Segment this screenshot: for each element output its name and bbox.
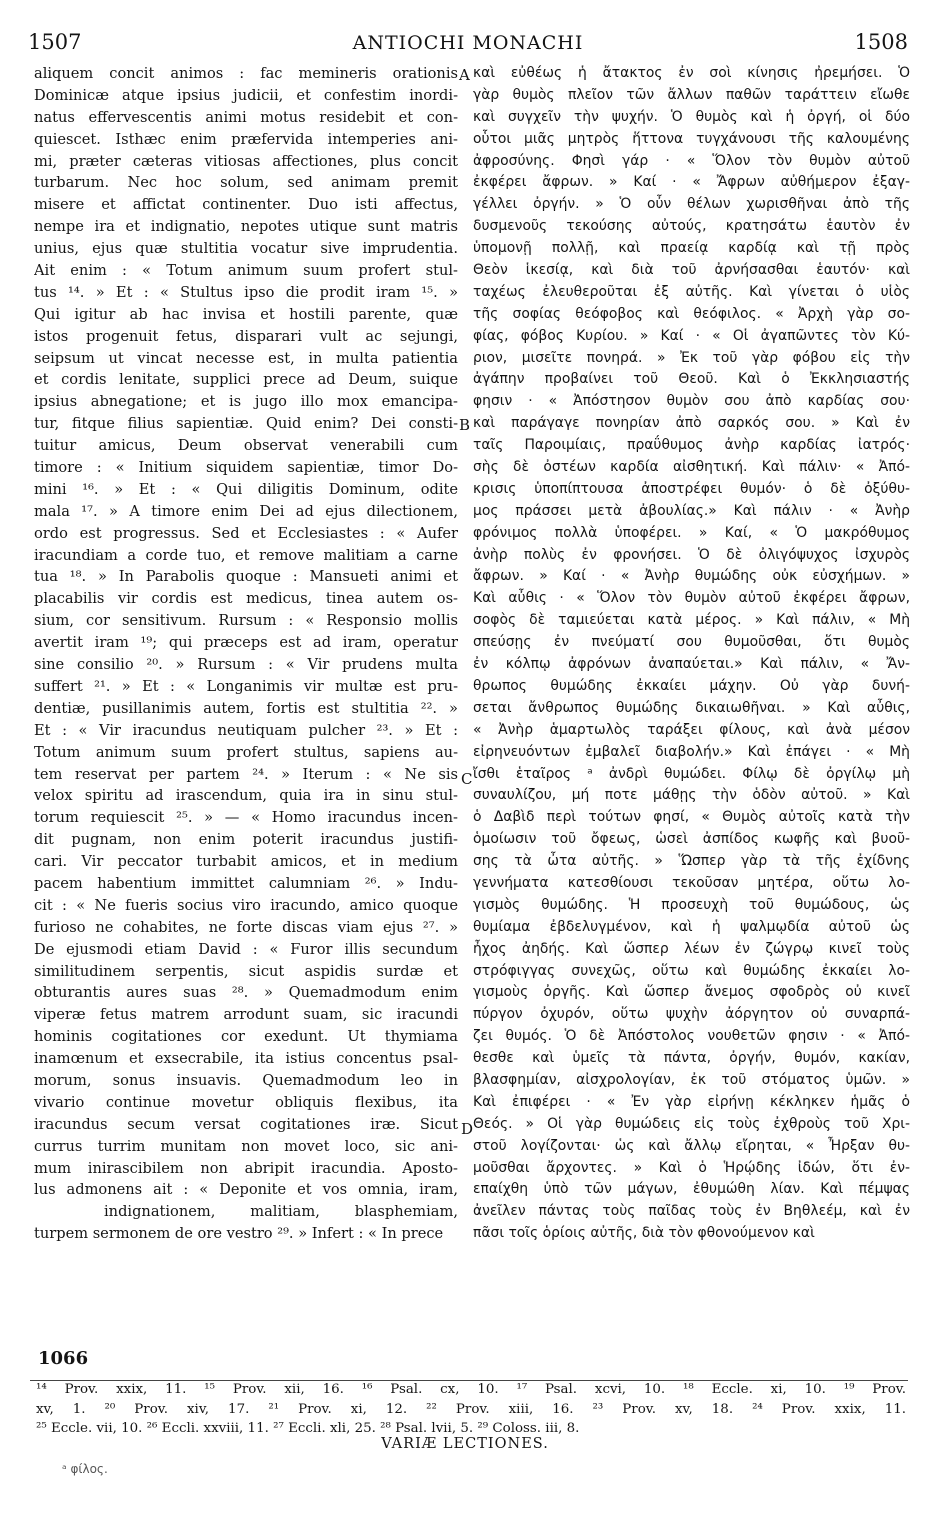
greek-text-line: Καὶ αὖθις · « Ὅλον τὸν θυμὸν αὐτοῦ ἐκφέρει ἄφρων, [473, 590, 910, 607]
greek-text-line: ὁ Δαβὶδ περὶ τούτων φησί, « Θυμὸς αὐτοῖς κατὰ τὴν [473, 809, 910, 826]
greek-text-line: σεται ἄνθρωπος θυμώδης δικαιωθῆναι. » Καὶ αὖθις, [473, 699, 910, 716]
latin-text-line: unius, ejus quæ stultitia vocatur sive imprudentia. [34, 240, 458, 258]
latin-text-line: nempe ira et indignatio, nepotes utique sunt matris [34, 218, 458, 236]
page-number-left: 1507 [28, 30, 82, 54]
greek-text-line: « Ἀνὴρ ἁμαρτωλὸς ταράξει φίλους, καὶ ἀνὰ μέσον [473, 721, 910, 738]
latin-text-line: aliquem concit animos : fac memineris orationis [34, 65, 458, 82]
latin-text-line: Qui igitur ab hac invisa et hostili parente, quæ [34, 305, 458, 323]
greek-text-line: σὴς δὲ ὀστέων καρδία αἰσθητική. Καὶ πάλιν· « Ἀπό- [473, 459, 910, 476]
latin-text-line: tua ¹⁸. » In Parabolis quoque : Mansueti animi et [34, 568, 458, 586]
greek-text-line: γισμοὺς ὀργῆς. Καὶ ὥσπερ ἄνεμος σφοδρὸς οὐ κινεῖ [473, 984, 910, 1001]
greek-text-line: ἐν κόλπῳ ἀφρόνων ἀναπαύεται.» Καὶ πάλιν, « Ἄν- [473, 656, 910, 673]
greek-text-line: Θεὸν ἱκεσίᾳ, καὶ διὰ τοῦ ἀρνήσασθαι ἑαυτόν· καὶ [473, 262, 910, 279]
greek-text-line: συναυλίζου, μή ποτε μάθῃς τὴν ὁδὸν αὐτοῦ. » Καὶ [473, 787, 910, 804]
latin-text-line: lus admonens ait : « Deponite et vos omnia, iram, [34, 1181, 458, 1199]
greek-text-line: θρωπος θυμώδης ἐκκαίει μάχην. Οὐ γὰρ δυνή- [473, 677, 910, 694]
variant-note: ᵃ φίλος. [62, 1462, 108, 1476]
greek-column [473, 63, 910, 1245]
latin-text-line: et cordis lenitate, supplici prece ad Deum, suique [34, 371, 458, 389]
greek-text-line: δυσμενοῦς τεκούσης αὐτούς, κρατησάτω ἑαυτὸν ἐν [473, 218, 910, 235]
greek-text-line: ἀφροσύνης. Φησὶ γάρ · « Ὅλον τὸν θυμὸν αὐτοῦ [473, 152, 910, 169]
section-marker-d: D [461, 1120, 474, 1138]
latin-text-line: tus ¹⁴. » Et : « Stultus ipso die prodit iram ¹⁵. » [34, 283, 458, 301]
greek-text-line: Θεός. » Οἱ γὰρ θυμώδεις εἰς τοὺς ἐχθροὺς τοῦ Χρι- [473, 1115, 910, 1132]
latin-text-line: mini ¹⁶. » Et : « Qui diligitis Dominum, odite [34, 480, 458, 498]
latin-text-line: seipsum ut vincat necesse est, in multa patientia [34, 349, 458, 367]
greek-text-line: θυμίαμα ἐβδελυγμένον, καὶ ἡ ψαλμῳδία αὐτοῦ ὡς [473, 918, 910, 935]
greek-text-line: βλασφημίαν, αἰσχρολογίαν, ἐκ τοῦ στόματος ὑμῶν. » [473, 1071, 910, 1088]
latin-text-line: tur, fitque filius sapientiæ. Quid enim? Dei consti- [34, 415, 458, 433]
latin-text-line: turpem sermonem de ore vestro ²⁹. » Infert : « In prece [34, 1225, 444, 1243]
greek-text-line: εἰρηνευόντων ἐμβαλεῖ διαβολήν.» Καὶ ἐπάγει · « Μὴ [473, 743, 910, 760]
latin-text-line: mala ¹⁷. » A timore enim Dei ad ejus dilectionem, [34, 502, 458, 520]
latin-text-line: iracundiam a corde tuo, et remove malitiam a carne [34, 546, 458, 564]
greek-text-line: ριον, μισεῖτε πονηρά. » Ἐκ τοῦ γὰρ φόβου εἰς τὴν [473, 349, 910, 366]
variae-lectiones-heading: VARIÆ LECTIONES. [381, 1436, 549, 1452]
latin-text-line: tem reservat per partem ²⁴. » Iterum : « Ne sis [34, 765, 458, 783]
greek-text-line: ἄφρων. » Καί · « Ἀνὴρ θυμώδης οὐκ εὐσχήμων. » [473, 568, 910, 585]
latin-text-line: ordo est progressus. Sed et Ecclesiastes : « Aufer [34, 524, 458, 542]
latin-text-line: turbarum. Nec hoc solum, sed animam premit [34, 174, 458, 192]
latin-text-line: misere et affictat continenter. Duo isti affectus, [34, 196, 458, 214]
latin-text-line: cit : « Ne fueris socius viro iracundo, amico quoque [34, 896, 458, 914]
greek-text-line: φησιν · « Ἀπόστησον θυμὸν σου ἀπὸ καρδίας σου· [473, 393, 910, 410]
footnotes [36, 1380, 906, 1439]
greek-text-line: γὰρ θυμὸς πλεῖον τῶν ἄλλων παθῶν ταράττειν εἴωθε [473, 86, 910, 103]
latin-text-line: sine consilio ²⁰. » Rursum : « Vir prudens multa [34, 656, 458, 674]
footnote-line: xv, 1. ²⁰ Prov. xiv, 17. ²¹ Prov. xi, 12. ²² Prov. xiii, 16. ²³ Prov. xv, 18. ²⁴ Prov. xxix, 11. [36, 1401, 906, 1417]
greek-text-line: ἀγάπην προβαίνει τοῦ Θεοῦ. Καὶ ὁ Ἐκκλησιαστής [473, 371, 910, 388]
greek-text-line: σπεύσῃς ἐν πνεύματί σου θυμοῦσθαι, ὅτι θυμὸς [473, 634, 910, 651]
latin-text-line: similitudinem serpentis, sicut aspidis surdæ et [34, 962, 458, 980]
latin-text-line: furioso ne cohabites, ne forte discas viam ejus ²⁷. » [34, 918, 458, 936]
greek-text-line: ταχέως ἐλευθεροῦται ἐξ αὐτῆς. Καὶ γίνεται ὁ υἱὸς [473, 283, 910, 300]
greek-text-line: σοφὸς δὲ ταμιεύεται κατὰ μέρος. » Καὶ πάλιν, « Μὴ [473, 612, 910, 629]
greek-text-line: φίας, φόβος Κυρίου. » Καί · « Οἱ ἀγαπῶντες τὸν Κύ- [473, 327, 910, 344]
latin-text-line: currus turrim munitam non movet loco, sic ani- [34, 1137, 458, 1155]
greek-text-line: ὑπομονῇ πολλῇ, καὶ πραείᾳ καρδίᾳ καὶ τῇ πρὸς [473, 240, 910, 257]
greek-text-line: ἴσθι ἑταῖρος ᵃ ἀνδρὶ θυμώδει. Φίλῳ δὲ ὀργίλῳ μὴ [473, 765, 910, 782]
latin-text-line: De ejusmodi etiam David : « Furor illis secundum [34, 940, 458, 958]
greek-text-line: τῆς σοφίας θεόφοβος καὶ θεόφιλος. « Ἀρχὴ γὰρ σο- [473, 305, 910, 322]
greek-text-line: γεννήματα κατεσθίουσι τεκοῦσαν μητέρα, οὕτω λο- [473, 874, 910, 891]
latin-text-line: morum, sonus insuavis. Quemadmodum leo in [34, 1071, 458, 1089]
greek-text-line: ἀνὴρ πολὺς ἐν φρονήσει. Ὁ δὲ ὀλιγόψυχος ἰσχυρὸς [473, 546, 910, 563]
latin-text-line: suffert ²¹. » Et : « Longanimis vir multæ est pru- [34, 677, 458, 695]
greek-text-line: οὗτοι μιᾶς μητρὸς ἥττονα τυγχάνουσι τῆς καλουμένης [473, 130, 910, 147]
greek-text-line: γέλλει ὀργήν. » Ὁ οὖν θέλων χωρισθῆναι ἀπὸ τῆς [473, 196, 910, 213]
section-marker-c: C [461, 770, 473, 788]
latin-text-line: Ait enim : « Totum animum suum profert stul- [34, 262, 458, 280]
latin-text-line: dentiæ, pusillanimis autem, fortis est stultitia ²². » [34, 699, 458, 717]
greek-text-line: Καὶ ἐπιφέρει · « Ἐν γὰρ εἰρήνῃ κέκληκεν ἡμᾶς ὁ [473, 1093, 910, 1110]
footnote-line: ¹⁴ Prov. xxix, 11. ¹⁵ Prov. xii, 16. ¹⁶ Psal. cx, 10. ¹⁷ Psal. xcvi, 10. ¹⁸ Eccle. xi, 10. ¹⁹ Prov. [36, 1382, 906, 1397]
greek-text-line: ἀνεῖλεν πάντας τοὺς παῖδας τοὺς ἐν Βηθλεέμ, καὶ ἐν [473, 1203, 910, 1220]
latin-text-line: indignationem, malitiam, blasphemiam, [104, 1203, 458, 1221]
latin-text-line: velox spiritu ad irascendum, quia ira in sinu stul- [34, 787, 458, 805]
greek-text-line: ὁμοίωσιν τοῦ ὄφεως, ὡσεὶ ἀσπίδος κωφῆς καὶ βυοῦ- [473, 831, 910, 848]
latin-text-line: istos progenuit fetus, disparari vult ac sejungi, [34, 327, 458, 345]
latin-text-line: torum requiescit ²⁵. » — « Homo iracundus incen- [34, 809, 458, 827]
section-marker-b: B [459, 416, 471, 434]
latin-text-line: ipsius abnegatione; et is jugo illo mox emancipa- [34, 393, 458, 411]
latin-column [34, 63, 458, 1245]
latin-text-line: placabilis vir cordis est medicus, tinea autem os- [34, 590, 458, 608]
section-marker-a: A [459, 66, 470, 84]
greek-text-line: φρόνιμος πολλὰ ὑποφέρει. » Καί, « Ὁ μακρόθυμος [473, 524, 910, 541]
latin-text-line: cari. Vir peccator turbabit amicos, et in medium [34, 853, 458, 871]
latin-text-line: mi, præter cæteras vitiosas affectiones, plus concit [34, 152, 458, 170]
greek-text-line: μοῦσθαι ἄρχοντες. » Καὶ ὁ Ἡρῴδης ἰδών, ὅτι ἐν- [473, 1159, 910, 1176]
greek-text-line: πύργον ὀχυρόν, οὕτω ψυχὴν ἀόργητον οὐ συναρπά- [473, 1006, 910, 1023]
greek-text-line: πᾶσι τοῖς ὁρίοις αὐτῆς, διὰ τὸν φθονούμενον καὶ [473, 1225, 815, 1242]
greek-text-line: καὶ συγχεῖν τὴν ψυχήν. Ὁ θυμὸς καὶ ἡ ὀργή, οἱ δύο [473, 108, 910, 125]
page-number-right: 1508 [854, 30, 908, 54]
greek-text-line: ἐκφέρει ἄφρων. » Καί · « Ἄφρων αὐθήμερον ἐξαγ- [473, 174, 910, 191]
greek-text-line: σης τὰ ὦτα αὐτῆς. » Ὥσπερ γὰρ τὰ τῆς ἐχίδνης [473, 853, 910, 870]
greek-text-line: στοῦ λογίζονται· ὡς καὶ ἄλλῳ εἴρηται, « Ἦρξαν θυ- [473, 1137, 910, 1154]
latin-text-line: Et : « Vir iracundus neutiquam pulcher ²³. » Et : [34, 721, 458, 739]
latin-text-line: quiescet. Isthæc enim præfervida intemperies ani- [34, 130, 458, 148]
latin-text-line: inamœnum et exsecrabile, ita istius concentus psal- [34, 1050, 458, 1068]
greek-text-line: θεσθε καὶ ὑμεῖς τὰ πάντα, ὀργήν, θυμόν, κακίαν, [473, 1050, 910, 1067]
latin-text-line: obturantis aures suas ²⁸. » Quemadmodum enim [34, 984, 458, 1002]
latin-text-line: Dominicæ atque ipsius judicii, et confestim inordi- [34, 86, 458, 104]
greek-text-line: καὶ παράγαγε πονηρίαν ἀπὸ σαρκός σου. » Καὶ ἐν [473, 415, 910, 432]
latin-text-line: vivario continue movetur obliquis flexibus, ita [34, 1093, 458, 1111]
greek-text-line: ἦχος ἀηδής. Καὶ ὥσπερ λέων ἐν ζώγρῳ κινεῖ τοὺς [473, 940, 910, 957]
latin-text-line: tuitur amicus, Deum observat venerabili cum [34, 437, 458, 455]
greek-text-line: καὶ εὐθέως ἡ ἄτακτος ἐν σοὶ κίνησις ἠρεμήσει. Ὁ [473, 65, 910, 81]
latin-text-line: timore : « Initium siquidem sapientiæ, timor Do- [34, 459, 458, 477]
footnote-line: ²⁵ Eccle. vii, 10. ²⁶ Eccli. xxviii, 11. ²⁷ Eccli. xli, 25. ²⁸ Psal. lvii, 5. ²⁹ Coloss. iii, 8. [36, 1421, 580, 1436]
latin-text-line: viperæ fetus matrem arrodunt suam, sic iracundi [34, 1006, 458, 1024]
column-number: 1066 [38, 1348, 89, 1369]
latin-text-line: avertit iram ¹⁹; qui præceps est ad iram, operatur [34, 634, 458, 652]
latin-text-line: hominis cogitationes cor exedunt. Ut thymiama [34, 1028, 458, 1046]
running-title: ANTIOCHI MONACHI [352, 32, 584, 54]
greek-text-line: κρισις ὑποπίπτουσα ἀποστρέφει θυμόν· ὁ δὲ ὀξύθυ- [473, 480, 910, 497]
greek-text-line: γισμὸς θυμώδης. Ἡ προσευχὴ τοῦ θυμώδους, ὡς [473, 896, 910, 913]
greek-text-line: ζει θυμός. Ὁ δὲ Ἀπόστολος νουθετῶν φησιν · « Ἀπό- [473, 1028, 910, 1045]
greek-text-line: επαίχθη ὑπὸ τῶν μάγων, ἐθυμώθη λίαν. Καὶ πέμψας [473, 1181, 910, 1198]
latin-text-line: mum inirascibilem non abripit iracundia. Aposto- [34, 1159, 458, 1177]
latin-text-line: sium, cor sensitivum. Rursum : « Responsio mollis [34, 612, 458, 630]
latin-text-line: dit pugnam, non enim poterit iracundus justifi- [34, 831, 458, 849]
greek-text-line: μος πράσσει μετὰ ἀβουλίας.» Καὶ πάλιν · « Ἀνὴρ [473, 502, 910, 519]
greek-text-line: στρόφιγγας συνεχῶς, οὕτω καὶ θυμώδης ἐκκαίει λο- [473, 962, 910, 979]
latin-text-line: pacem habentium immittet calumniam ²⁶. » Indu- [34, 874, 458, 892]
greek-text-line: ταῖς Παροιμίαις, πραΰθυμος ἀνὴρ καρδίας ἰατρός· [473, 437, 910, 454]
latin-text-line: iracundus secum versat cogitationes iræ. Sicut [34, 1115, 458, 1133]
latin-text-line: Totum animum suum profert stultus, sapiens au- [34, 743, 458, 761]
latin-text-line: natus effervescentis animi motus residebit et con- [34, 108, 458, 126]
page-header [28, 30, 908, 60]
